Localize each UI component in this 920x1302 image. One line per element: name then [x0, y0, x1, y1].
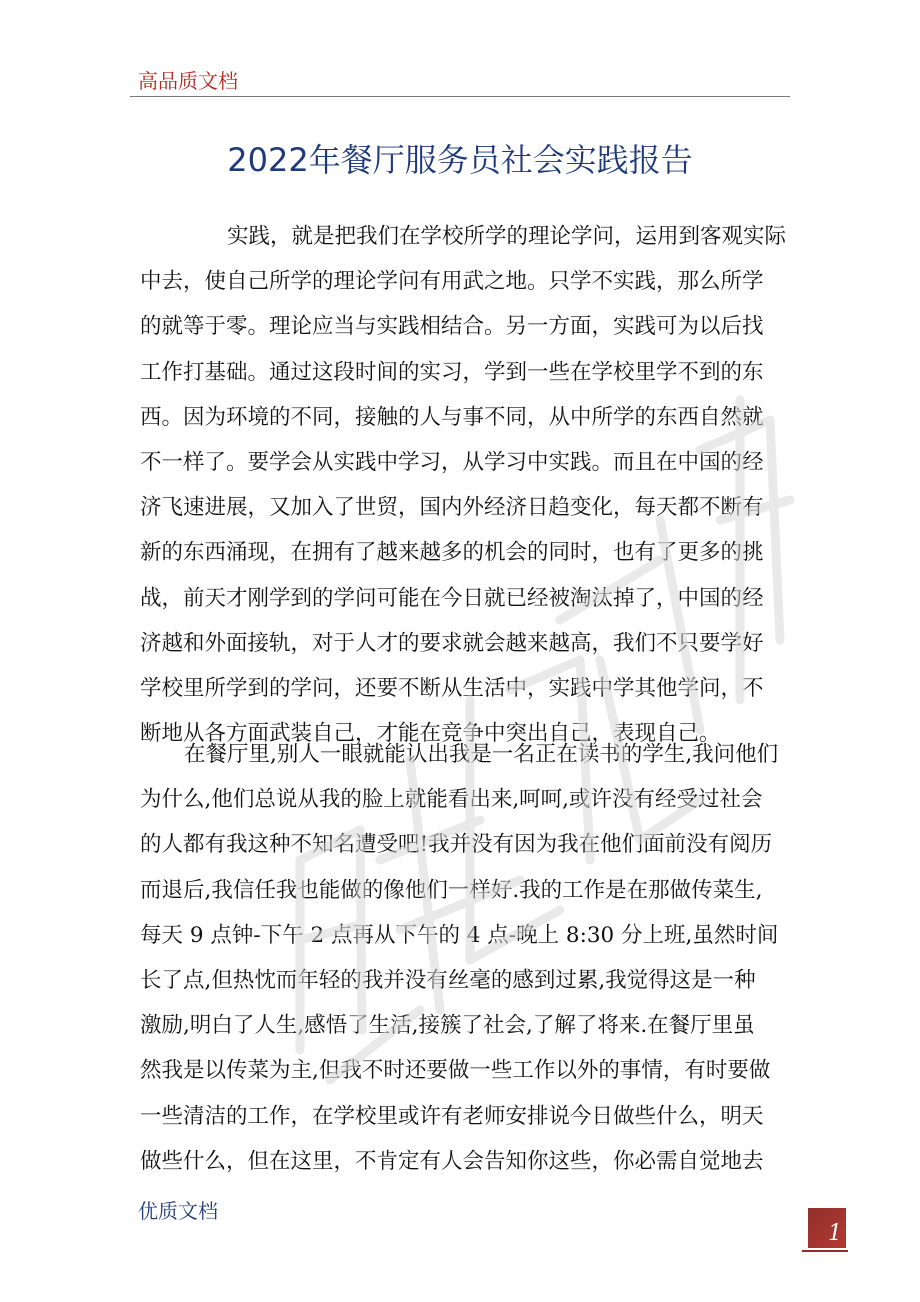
paragraph-line: 然我是以传菜为主,但我不时还要做一些工作以外的事情，有时要做 [140, 1058, 771, 1084]
header-divider [130, 96, 790, 97]
paragraph-line: 在餐厅里,别人一眼就能认出我是一名正在读书的学生,我问他们 [184, 742, 779, 767]
paragraph-line: 每天 9 点钟-下午 2 点再从下午的 4 点-晚上 8:30 分上班,虽然时间 [140, 922, 779, 948]
paragraph-2 [140, 732, 780, 1184]
paragraph-line: 不一样了。要学会从实践中学习，从学习中实践。而且在中国的经 [140, 449, 764, 475]
paragraph-line: 战，前天才刚学到的学问可能在今日就已经被淘汰掉了，中国的经 [140, 585, 764, 611]
paragraph-line: 工作打基础。通过这段时间的实习，学到一些在学校里学不到的东 [140, 359, 764, 385]
paragraph-line: 而退后,我信任我也能做的像他们一样好.我的工作是在那做传菜生, [140, 877, 763, 903]
paragraph-line: 济飞速进展，又加入了世贸，国内外经济日趋变化，每天都不断有 [140, 495, 764, 521]
paragraph-line: 的人都有我这种不知名遭受吧!我并没有因为我在他们面前没有阅历 [140, 832, 773, 858]
paragraph-line: 为什么,他们总说从我的脸上就能看出来,呵呵,或许没有经受过社会 [140, 787, 763, 813]
paragraph-1 [140, 214, 787, 756]
page-number: 1 [828, 1221, 842, 1246]
paragraph-line: 断地从各方面武装自己，才能在竞争中突出自己，表现自己。 [140, 721, 721, 747]
paragraph-line: 一些清洁的工作，在学校里或许有老师安排说今日做些什么，明天 [140, 1103, 764, 1129]
paragraph-line: 实践，就是把我们在学校所学的理论学问，运用到客观实际 [227, 224, 787, 249]
paragraph-line: 济越和外面接轨，对于人才的要求就会越来越高，我们不只要学好 [140, 630, 764, 656]
paragraph-line: 的就等于零。理论应当与实践相结合。另一方面，实践可为以后找 [140, 314, 764, 340]
paragraph-line: 做些什么，但在这里，不肯定有人会告知你这些，你必需自觉地去 [140, 1148, 764, 1174]
header-label: 高品质文档 [138, 69, 238, 93]
paragraph-line: 中去，使自己所学的理论学问有用武之地。只学不实践，那么所学 [140, 269, 764, 295]
paragraph-line: 西。因为环境的不同，接触的人与事不同，从中所学的东西自然就 [140, 404, 764, 430]
document-title: 2022年餐厅服务员社会实践报告 [227, 141, 693, 179]
paragraph-line: 学校里所学到的学问，还要不断从生活中，实践中学其他学问，不 [140, 675, 764, 701]
page-number-badge [808, 1208, 846, 1248]
footer-label: 优质文档 [138, 1199, 218, 1223]
paragraph-line: 激励,明白了人生,感悟了生活,接簇了社会,了解了将来.在餐厅里虽 [140, 1013, 755, 1039]
page-number-underline [802, 1250, 848, 1252]
paragraph-line: 新的东西涌现，在拥有了越来越多的机会的同时，也有了更多的挑 [140, 540, 764, 566]
paragraph-line: 长了点,但热忱而年轻的我并没有丝毫的感到过累,我觉得这是一种 [140, 967, 756, 993]
